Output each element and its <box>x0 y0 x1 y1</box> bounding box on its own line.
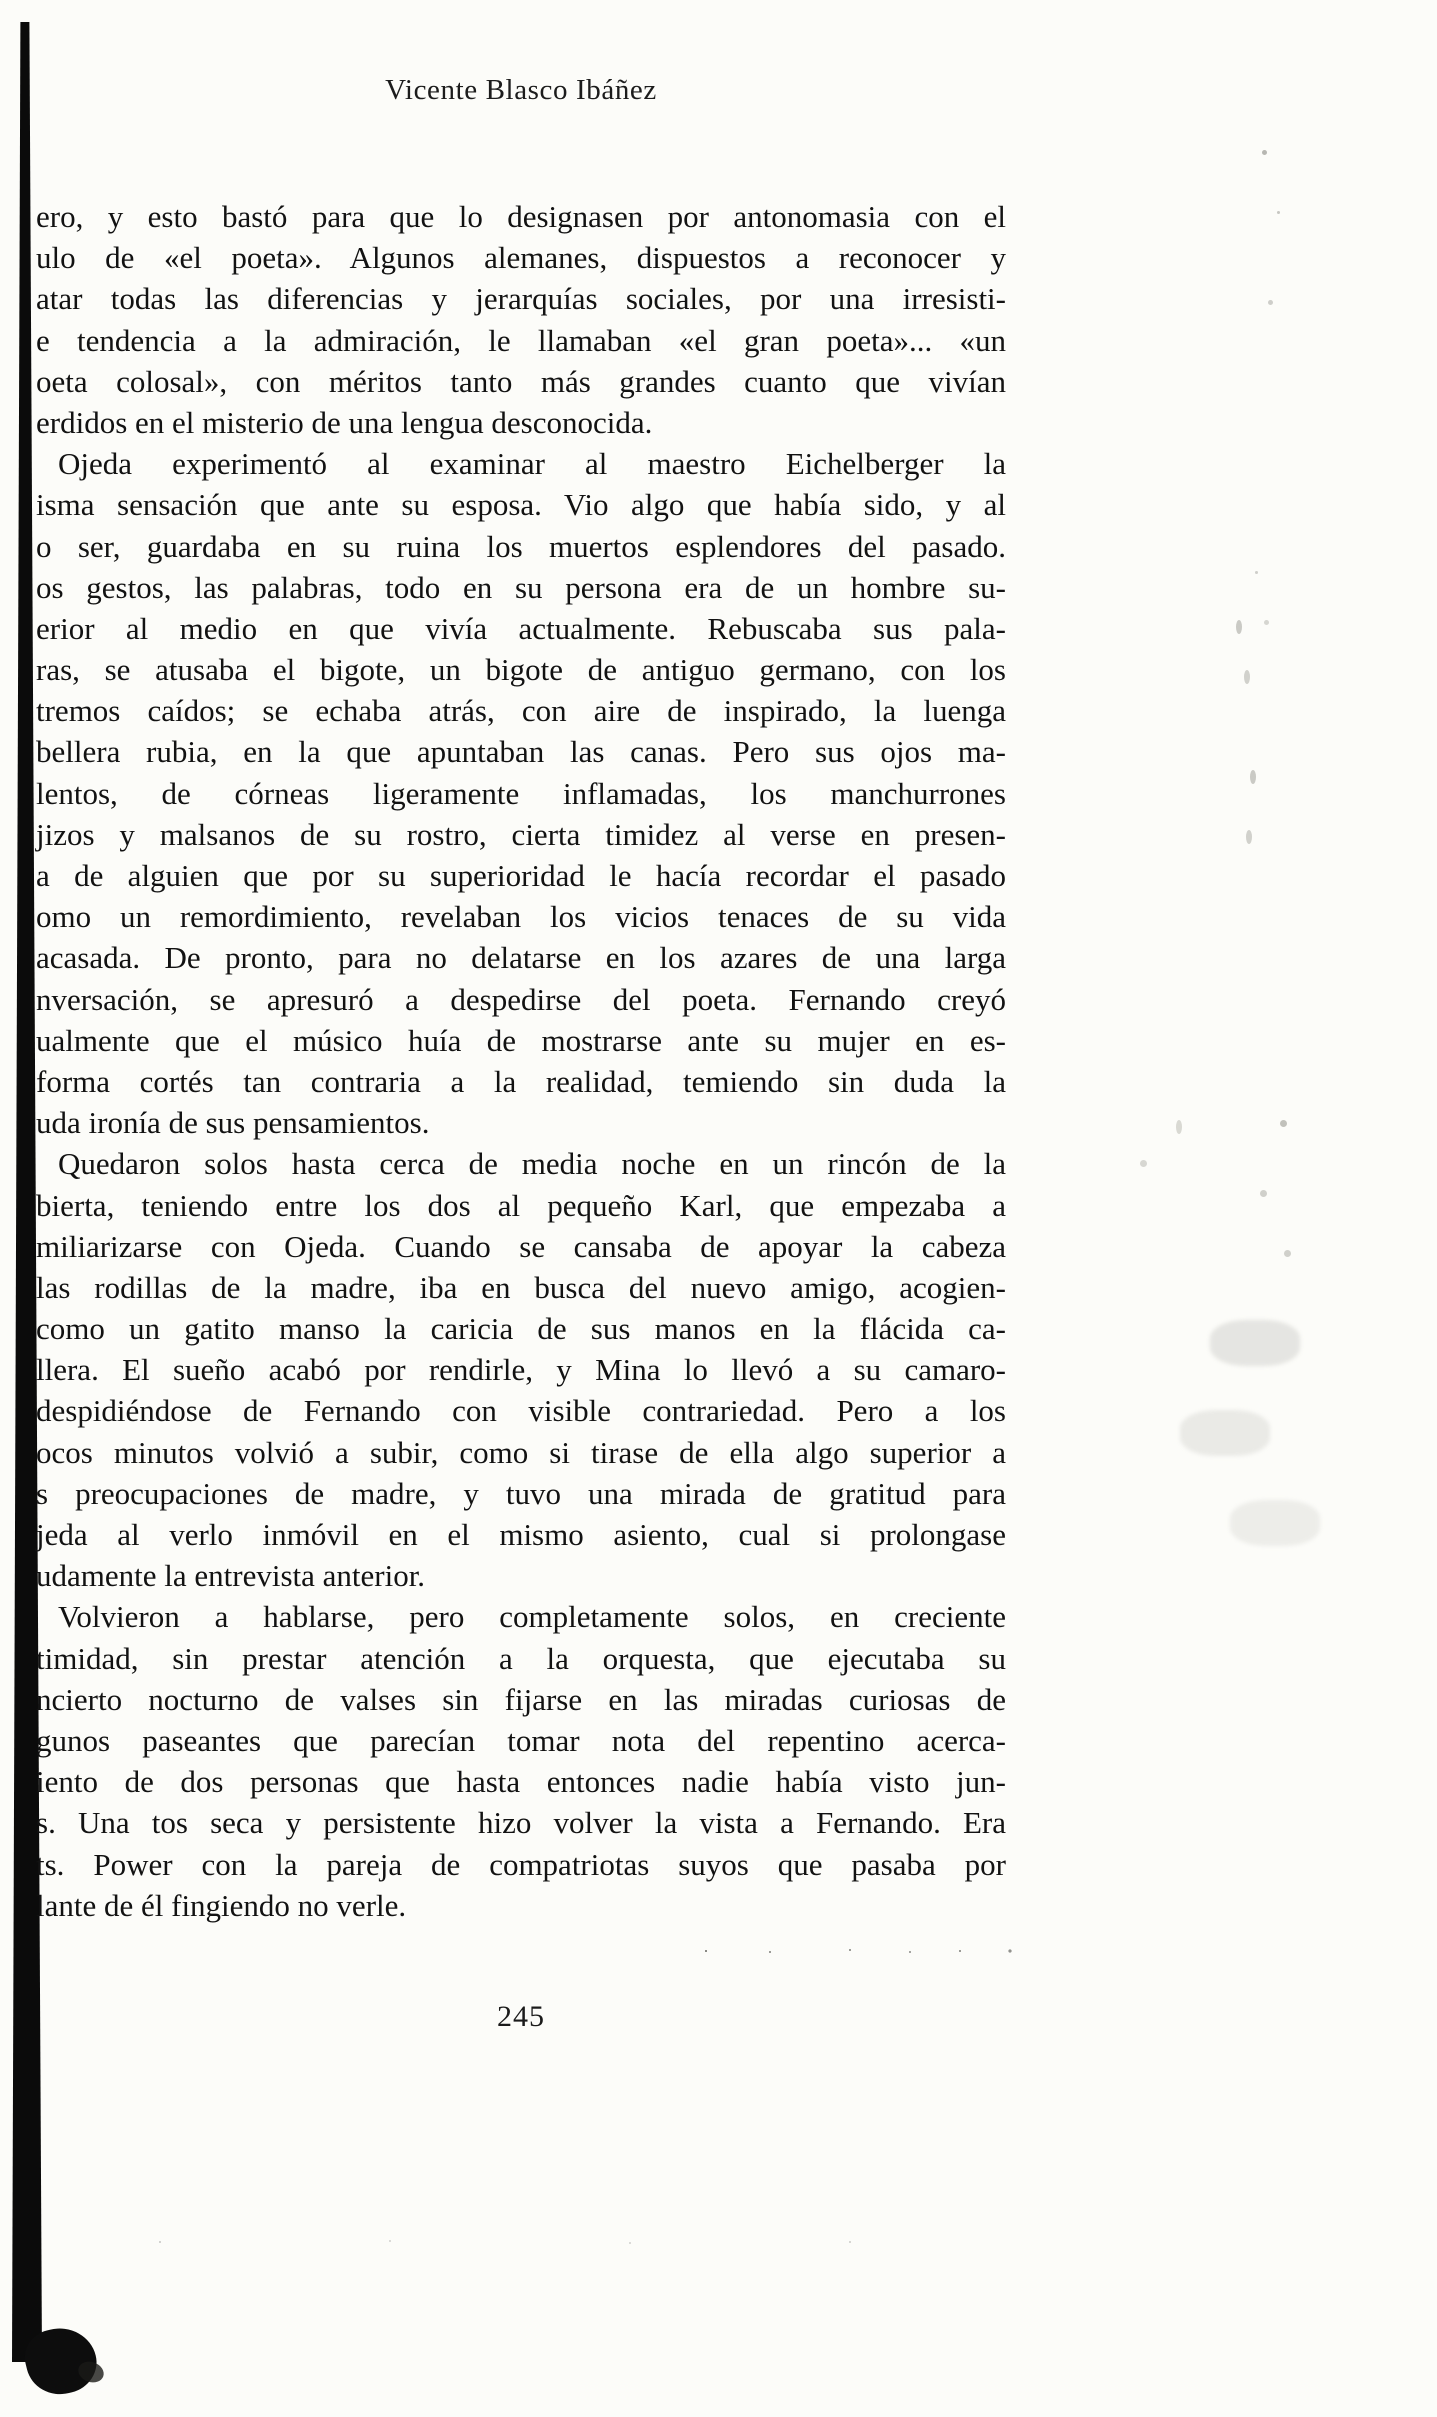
text-line: miliarizarse con Ojeda. Cuando se cansaba de apoyar la cabeza <box>36 1228 1006 1264</box>
text-line: lentos, de córneas ligeramente inflamadas, los manchurrones <box>36 775 1006 811</box>
text-line: ulo de «el poeta». Algunos alemanes, dispuestos a reconocer y <box>36 240 1006 276</box>
text-line: ts. Power con la pareja de compatriotas suyos que pasaba por <box>36 1846 1006 1882</box>
body-text <box>36 196 1006 1926</box>
text-line: isma sensación que ante su esposa. Vio algo que había sido, y al <box>36 487 1006 523</box>
text-line: ncierto nocturno de valses sin fijarse en las miradas curiosas de <box>36 1681 1006 1717</box>
scan-noise-dotted-trail <box>700 1946 1040 1956</box>
text-line: nversación, se apresuró a despedirse del poeta. Fernando creyó <box>36 981 1006 1017</box>
text-line: jizos y malsanos de su rostro, cierta timidez al verse en presen- <box>36 816 1006 852</box>
text-line: atar todas las diferencias y jerarquías sociales, por una irresisti- <box>36 281 1006 317</box>
text-line: omo un remordimiento, revelaban los vicios tenaces de su vida <box>36 899 1006 935</box>
running-header: Vicente Blasco Ibáñez <box>385 74 657 106</box>
text-line: bierta, teniendo entre los dos al pequeño Karl, que empezaba a <box>36 1187 1006 1223</box>
text-line: s. Una tos seca y persistente hizo volver la vista a Fernando. Era <box>36 1805 1006 1841</box>
text-line: ocos minutos volvió a subir, como si tirase de ella algo superior a <box>36 1434 1006 1470</box>
text-line: erdidos en el misterio de una lengua desconocida. <box>36 404 653 440</box>
text-line: e tendencia a la admiración, le llamaban «el gran poeta»... «un <box>36 322 1006 358</box>
scan-noise-bottom-trail <box>150 2238 910 2246</box>
text-line: o ser, guardaba en su ruina los muertos esplendores del pasado. <box>36 528 1006 564</box>
text-line: tremos caídos; se echaba atrás, con aire de inspirado, la luenga <box>36 693 1006 729</box>
text-line: udamente la entrevista anterior. <box>36 1558 426 1594</box>
text-line: a de alguien que por su superioridad le hacía recordar el pasado <box>36 858 1006 893</box>
scan-noise-speck <box>1236 620 1242 634</box>
text-line: Ojeda experimentó al examinar al maestro Eichelberger la <box>58 446 1006 482</box>
text-line: gunos paseantes que parecían tomar nota del repentino acerca- <box>36 1722 1006 1758</box>
text-line: llera. El sueño acabó por rendirle, y Mina lo llevó a su camaro- <box>36 1352 1006 1388</box>
text-line: iento de dos personas que hasta entonces nadie había visto jun- <box>36 1764 1006 1800</box>
text-line: como un gatito manso la caricia de sus manos en la flácida ca- <box>36 1311 1006 1347</box>
text-line: forma cortés tan contraria a la realidad, temiendo sin duda la <box>36 1063 1006 1099</box>
text-line: erior al medio en que vivía actualmente. Rebuscaba sus pala- <box>36 610 1006 646</box>
text-line: uda ironía de sus pensamientos. <box>36 1105 430 1141</box>
text-line: Volvieron a hablarse, pero completamente solos, en creciente <box>58 1599 1006 1635</box>
text-line: ualmente que el músico huía de mostrarse ante su mujer en es- <box>36 1022 1006 1058</box>
text-line: jeda al verlo inmóvil en el mismo asiento, cual si prolongase <box>36 1517 1006 1552</box>
text-line: Quedaron solos hasta cerca de media noche en un rincón de la <box>58 1146 1006 1182</box>
text-line: bellera rubia, en la que apuntaban las canas. Pero sus ojos ma- <box>36 734 1006 770</box>
text-line: ras, se atusaba el bigote, un bigote de antiguo germano, con los <box>36 652 1006 688</box>
scan-noise-speck <box>1262 150 1267 155</box>
text-line: os gestos, las palabras, todo en su persona era de un hombre su- <box>36 569 1006 605</box>
text-line: lante de él fingiendo no verle. <box>36 1887 407 1923</box>
scan-noise-speck <box>1280 1120 1287 1127</box>
text-line: oeta colosal», con méritos tanto más grandes cuanto que vivían <box>36 363 1006 399</box>
text-line: ero, y esto bastó para que lo designasen por antonomasia con el <box>36 199 1006 234</box>
text-line: despidiéndose de Fernando con visible contrariedad. Pero a los <box>36 1393 1006 1429</box>
text-line: s preocupaciones de madre, y tuvo una mirada de gratitud para <box>36 1475 1006 1511</box>
scan-noise-smudge <box>1210 1320 1300 1366</box>
page-number: 245 <box>497 2000 545 2033</box>
text-line: timidad, sin prestar atención a la orquesta, que ejecutaba su <box>36 1640 1006 1676</box>
text-line: acasada. De pronto, para no delatarse en los azares de una larga <box>36 940 1006 976</box>
text-line: las rodillas de la madre, iba en busca del nuevo amigo, acogien- <box>36 1269 1006 1305</box>
